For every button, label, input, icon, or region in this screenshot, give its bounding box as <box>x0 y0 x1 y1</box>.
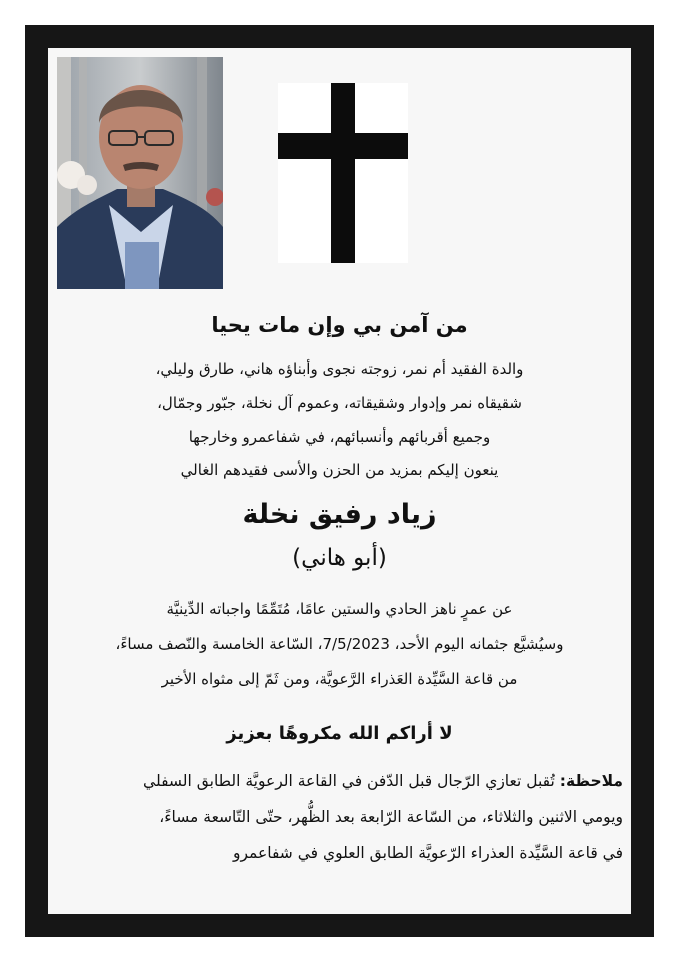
announcement-line-2: شقيقاه نمر وإدوار وشقيقاته، وعموم آل نخلة، جبّور وجمّال، <box>157 394 522 412</box>
obituary-card <box>48 48 631 914</box>
note-label: ملاحظة: <box>559 772 623 790</box>
funeral-line-3: من قاعة السَّيِّدة العَذراء الرَّعويَّة، ومن ثَمّ إلى مثواه الأخير <box>161 670 518 688</box>
note-line-1 <box>143 772 623 790</box>
verse-heading: من آمن بي وإن مات يحيا <box>211 313 468 337</box>
deceased-name: زياد رفيق نخلة <box>242 499 437 530</box>
note-text-1: تُقبل تعازي الرّجال قبل الدّفن في القاعة الرعويَّة الطابق السفلي <box>143 772 555 790</box>
deceased-nickname: (أبو هاني) <box>292 545 387 571</box>
note-line-3: في قاعة السَّيِّدة العذراء الرّعويَّة الطابق العلوي في شفاعمرو <box>232 844 623 862</box>
announcement-line-1: والدة الفقيد أم نمر، زوجته نجوى وأبناؤه هاني، طارق وليلي، <box>155 360 524 378</box>
closing-phrase: لا أراكم الله مكروهًا بعزيز <box>226 723 453 744</box>
announcement-line-4: ينعون إليكم بمزيد من الحزن والأسى فقيدهم الغالي <box>180 461 499 479</box>
note-line-2: ويومي الاثنين والثلاثاء، من السّاعة الرّابعة بعد الظُّهر، حتّى التّاسعة مساءً، <box>159 808 623 826</box>
announcement-line-3: وجميع أقربائهم وأنسبائهم، في شفاعمرو وخارجها <box>188 428 491 446</box>
funeral-line-1: عن عمرٍ ناهز الحادي والستين عامًا، مُتَمِّمًا واجباته الدِّينيَّة <box>166 600 513 618</box>
funeral-line-2: وسيُشيَّع جثمانه اليوم الأحد، 7/5/2023، السّاعة الخامسة والنّصف مساءً، <box>115 635 564 653</box>
